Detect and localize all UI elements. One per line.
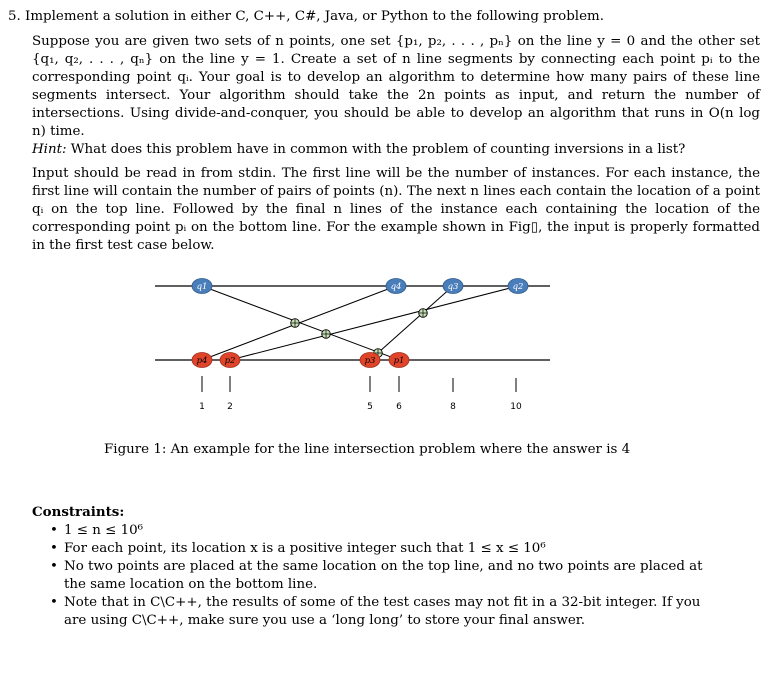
constraints-heading: Constraints: bbox=[32, 504, 125, 520]
input-description: Input should be read in from stdin. The first line will be the number of instances. For each instance, the first line will contain the number of pairs of points (n). The next n lines each contain the location of a point qᵢ on the top line. Followed by the final n lines of the instance each containing the location of the corresponding point pᵢ on the bottom line. For the example shown in Fig▯, the input is properly formatted in the first test case below. bbox=[32, 166, 760, 253]
figure-caption: Figure 1: An example for the line intersection problem where the answer is 4 bbox=[104, 442, 631, 457]
intersection-marker bbox=[291, 319, 300, 328]
constraint-item: • For each point, its location x is a positive integer such that 1 ≤ x ≤ 10⁶ bbox=[32, 540, 712, 558]
bottom-point-p1 bbox=[389, 353, 409, 368]
tick-label: 1 bbox=[199, 402, 205, 412]
bottom-point-p2 bbox=[220, 353, 240, 368]
point-label: p2 bbox=[224, 356, 236, 366]
problem-header bbox=[8, 8, 768, 26]
point-label: p4 bbox=[196, 356, 208, 366]
problem-number: 5. bbox=[8, 9, 21, 24]
segment-p2-q2 bbox=[230, 286, 518, 360]
point-label: p3 bbox=[364, 356, 376, 366]
tick-label: 6 bbox=[396, 402, 402, 412]
line-intersection-figure bbox=[150, 266, 560, 416]
point-label: q4 bbox=[390, 282, 402, 292]
hint-paragraph bbox=[32, 141, 760, 159]
hint-label: Hint: bbox=[32, 142, 67, 157]
constraint-item: • 1 ≤ n ≤ 10⁶ bbox=[32, 522, 712, 540]
tick-label: 5 bbox=[367, 402, 373, 412]
top-point-q2 bbox=[508, 279, 528, 294]
problem-description: Suppose you are given two sets of n points, one set {p₁, p₂, . . . , pₙ} on the line y = 0 and the other set {q₁, q₂, . . . , qₙ} on the line y = 1. Create a set of n line segments by connecting each point pᵢ to the corresponding point qᵢ. Your goal is to develop an algorithm to determine how many pairs of these line segments intersect. Your algorithm should take the 2n points as input, and return the number of intersections. Using divide-and-conquer, you should be able to develop an algorithm that runs in O(n log n) time. bbox=[32, 34, 760, 139]
point-label: p1 bbox=[393, 356, 405, 366]
top-point-q1 bbox=[192, 279, 212, 294]
bottom-point-p4 bbox=[192, 353, 212, 368]
constraint-item: • Note that in C\C++, the results of some of the test cases may not fit in a 32-bit integer. If you are using C\C++, make sure you use a ‘long long’ to store your final answer. bbox=[32, 594, 712, 630]
point-label: q1 bbox=[196, 282, 208, 292]
intersection-marker bbox=[322, 330, 331, 339]
point-label: q2 bbox=[512, 282, 524, 292]
constraint-item: • No two points are placed at the same location on the top line, and no two points are placed at the same location on the bottom line. bbox=[32, 558, 712, 594]
top-point-q4 bbox=[386, 279, 406, 294]
segment-p3-q3 bbox=[370, 286, 453, 360]
constraints-list bbox=[32, 522, 712, 630]
problem-header-text: Implement a solution in either C, C++, C#, Java, or Python to the following problem. bbox=[25, 9, 604, 24]
bottom-point-p3 bbox=[360, 353, 380, 368]
tick-label: 8 bbox=[450, 402, 456, 412]
intersection-marker bbox=[419, 309, 428, 318]
tick-label: 10 bbox=[510, 402, 522, 412]
hint-text: What does this problem have in common with the problem of counting inversions in a list? bbox=[66, 142, 686, 157]
point-label: q3 bbox=[447, 282, 459, 292]
tick-label: 2 bbox=[227, 402, 233, 412]
top-point-q3 bbox=[443, 279, 463, 294]
